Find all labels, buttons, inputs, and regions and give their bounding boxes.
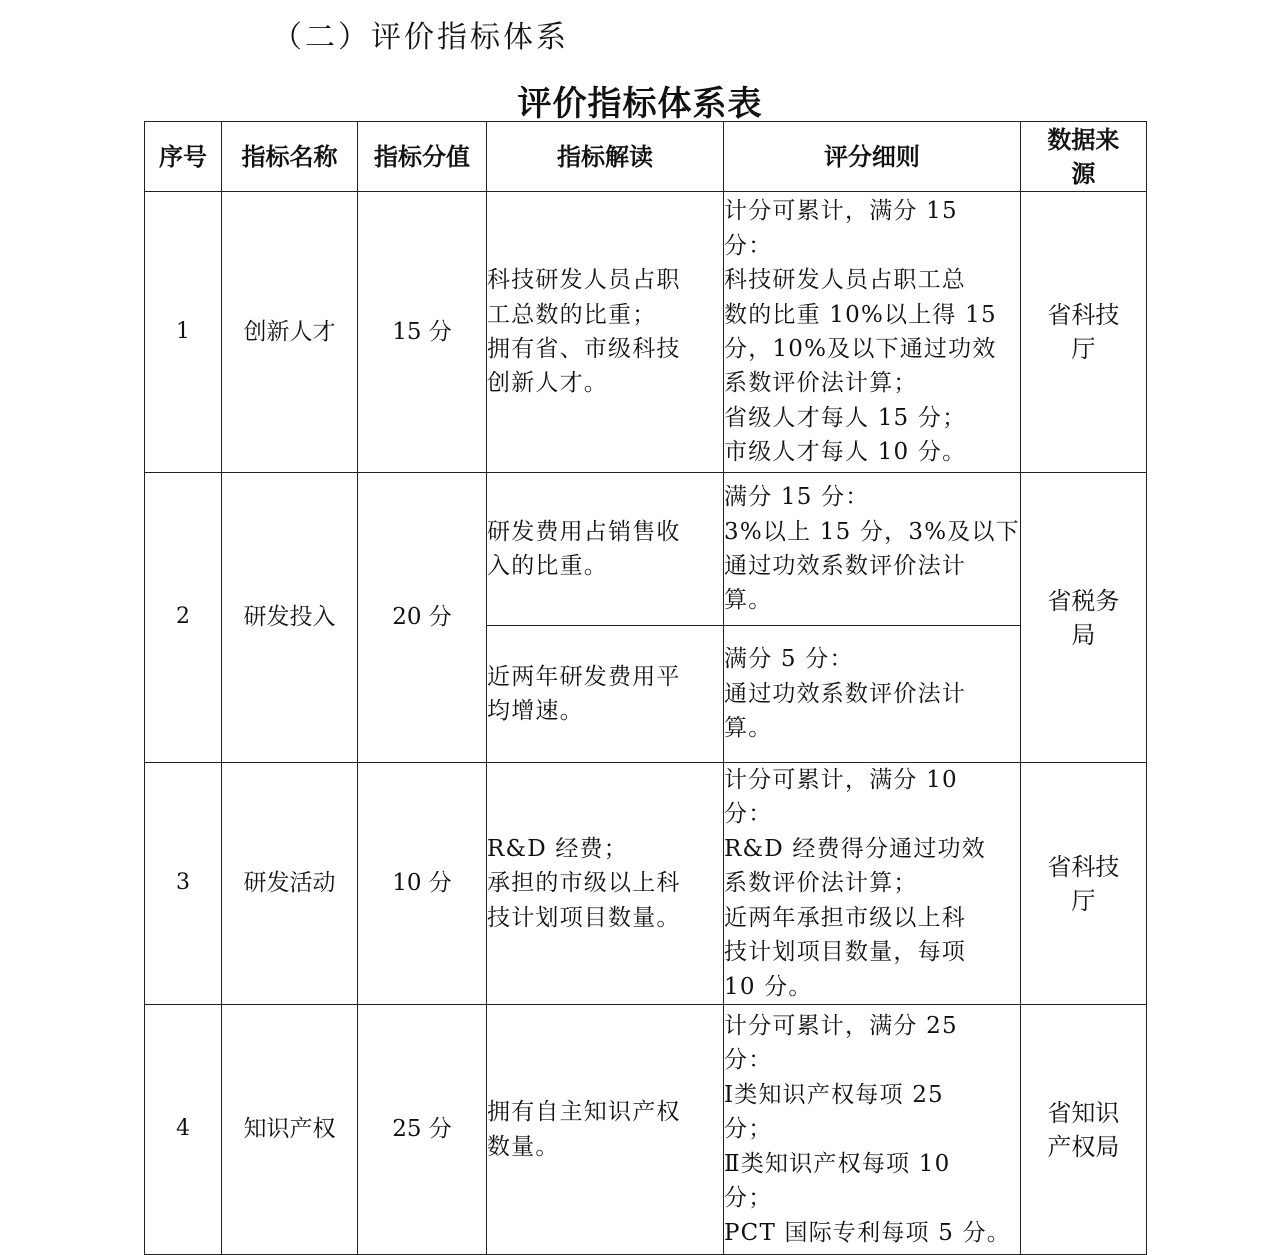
text-line: 通过功效系数评价法计 (724, 680, 966, 707)
text-line: 分，10%及以下通过功效 (724, 336, 997, 362)
text-line: 数量。 (487, 1133, 560, 1160)
text-line: 市级人才每人 10 分。 (724, 439, 967, 466)
indicator-score: 25 分 (358, 1005, 487, 1255)
text-line: 省知识 (1047, 1098, 1120, 1127)
text-line: 分： (724, 801, 773, 828)
text-line: 拥有省、市级科技 (487, 336, 681, 362)
row-number: 3 (145, 763, 222, 1005)
indicator-interpretation (487, 1005, 724, 1255)
header-source (1020, 122, 1146, 192)
text-line: 计分可累计，满分 10 (724, 767, 958, 794)
text-line: Ⅱ类知识产权每项 10 (724, 1150, 951, 1177)
indicator-score: 15 分 (358, 192, 487, 473)
row-number: 4 (145, 1005, 222, 1255)
text-line: PCT 国际专利每项 5 分。 (724, 1219, 1011, 1246)
header-source-line: 数据来 (1047, 125, 1120, 154)
text-line: Ⅰ类知识产权每项 25 (724, 1081, 944, 1108)
indicator-interpretation (487, 192, 724, 473)
text-line: 分： (724, 1047, 773, 1074)
header-name: 指标名称 (222, 122, 358, 192)
indicator-name: 研发投入 (222, 473, 358, 763)
text-line: 算。 (724, 587, 773, 614)
text-line: 省科技 (1047, 852, 1120, 881)
text-line: 满分 15 分： (724, 484, 870, 511)
indicator-name: 知识产权 (222, 1005, 358, 1255)
text-line: 系数评价法计算； (724, 370, 918, 397)
header-interpretation: 指标解读 (487, 122, 724, 192)
text-line: 近两年承担市级以上科 (724, 904, 966, 931)
text-line: 承担的市级以上科 (487, 870, 681, 897)
text-line: 10 分。 (724, 973, 813, 1000)
text-line: 分； (724, 1185, 773, 1212)
text-line: 满分 5 分： (724, 646, 854, 673)
table-row (145, 473, 1147, 626)
indicator-score: 10 分 (358, 763, 487, 1005)
data-source (1020, 1005, 1146, 1255)
text-line: 3%以上 15 分，3%及以下 (724, 518, 1020, 545)
indicator-name: 创新人才 (222, 192, 358, 473)
text-line: R&D 经费得分通过功效 (724, 835, 986, 862)
indicator-interpretation (487, 626, 724, 763)
text-line: 科技研发人员占职工总 (724, 267, 966, 294)
indicator-score: 20 分 (358, 473, 487, 763)
table-row (145, 192, 1147, 473)
scoring-rules (724, 192, 1021, 473)
text-line: R&D 经费； (487, 835, 628, 862)
header-row (145, 122, 1147, 192)
text-line: 入的比重。 (487, 553, 608, 579)
text-line: 拥有自主知识产权 (487, 1099, 681, 1126)
data-source (1020, 192, 1146, 473)
text-line: 通过功效系数评价法计 (724, 553, 966, 579)
row-number: 2 (145, 473, 222, 763)
header-score: 指标分值 (358, 122, 487, 192)
text-line: 技计划项目数量。 (487, 904, 681, 931)
text-line: 工总数的比重； (487, 301, 657, 328)
text-line: 厅 (1071, 886, 1096, 915)
text-line: 科技研发人员占职 (487, 267, 681, 294)
text-line: 研发费用占销售收 (487, 518, 681, 545)
table-title: 评价指标体系表 (517, 84, 763, 124)
table-row (145, 1005, 1147, 1255)
scoring-rules (724, 763, 1021, 1005)
scoring-rules (724, 626, 1021, 763)
header-source-line: 源 (1071, 159, 1096, 188)
text-line: 算。 (724, 715, 773, 742)
row-number: 1 (145, 192, 222, 473)
table-row (145, 763, 1147, 1005)
text-line: 分： (724, 232, 773, 259)
scoring-rules (724, 1005, 1021, 1255)
data-source (1020, 763, 1146, 1005)
text-line: 省科技 (1047, 301, 1120, 329)
indicator-name: 研发活动 (222, 763, 358, 1005)
scoring-rules (724, 473, 1021, 626)
text-line: 计分可累计，满分 15 (724, 198, 958, 225)
text-line: 局 (1071, 620, 1096, 649)
indicator-table (144, 121, 1147, 1255)
text-line: 分； (724, 1116, 773, 1143)
header-rules: 评分细则 (724, 122, 1021, 192)
text-line: 计分可累计，满分 25 (724, 1013, 958, 1040)
text-line: 省税务 (1047, 586, 1120, 615)
text-line: 系数评价法计算； (724, 870, 918, 897)
text-line: 省级人才每人 15 分； (724, 404, 967, 431)
text-line: 创新人才。 (487, 370, 608, 397)
text-line: 技计划项目数量，每项 (724, 939, 966, 966)
text-line: 均增速。 (487, 698, 584, 724)
data-source (1020, 473, 1146, 763)
text-line: 厅 (1071, 335, 1096, 363)
header-no: 序号 (145, 122, 222, 192)
text-line: 近两年研发费用平 (487, 663, 681, 690)
text-line: 产权局 (1047, 1132, 1120, 1161)
indicator-interpretation (487, 763, 724, 1005)
text-line: 数的比重 10%以上得 15 (724, 301, 997, 328)
indicator-interpretation (487, 473, 724, 626)
section-heading: （二）评价指标体系 (272, 20, 569, 55)
